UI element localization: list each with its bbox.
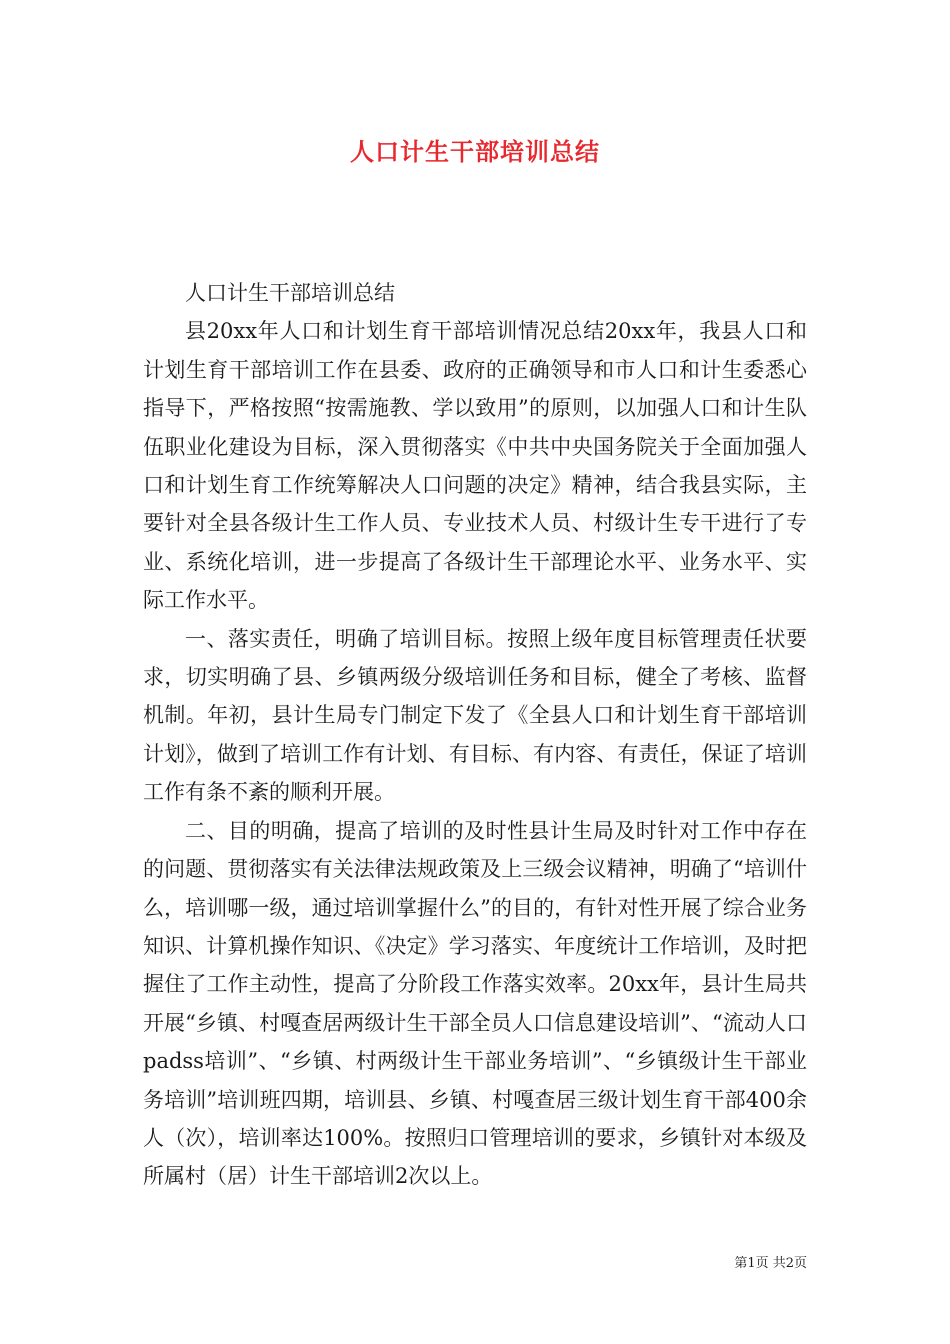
body-paragraph-intro: 县20xx年人口和计划生育干部培训情况总结20xx年，我县人口和计划生育干部培训工作在县委、政府的正确领导和市人口和计生委悉心指导下，严格按照“按需施教、学以致用”的原则，以加强人口和计生队伍职业化建设为目标，深入贯彻落实《中共中央国务院关于全面加强人口和计划生育工作统筹解决人口问题的决定》精神，结合我县实际，主要针对全县各级计生工作人员、专业技术人员、村级计生专干进行了专业、系统化培训，进一步提高了各级计生干部理论水平、业务水平、实际工作水平。: [143, 319, 807, 613]
document-title: 人口计生干部培训总结: [350, 137, 600, 166]
body-paragraph-heading: 人口计生干部培训总结: [185, 281, 395, 305]
body-paragraph-section-two: 二、目的明确，提高了培训的及时性县计生局及时针对工作中存在的问题、贯彻落实有关法律法规政策及上三级会议精神，明确了“培训什么，培训哪一级，通过培训掌握什么”的目的，有针对性开展了综合业务知识、计算机操作知识、《决定》学习落实、年度统计工作培训，及时把握住了工作主动性，提高了分阶段工作落实效率。20xx年，县计生局共开展“乡镇、村嘎查居两级计生干部全员人口信息建设培训”、“流动人口padss培训”、“乡镇、村两级计生干部业务培训”、“乡镇级计生干部业务培训”培训班四期，培训县、乡镇、村嘎查居三级计划生育干部400余人（次），培训率达100%。按照归口管理培训的要求，乡镇针对本级及所属村（居）计生干部培训2次以上。: [143, 818, 807, 1189]
document-body: [143, 274, 807, 1196]
page-number: 第1页 共2页: [734, 1256, 807, 1271]
body-paragraph-section-one: 一、落实责任，明确了培训目标。按照上级年度目标管理责任状要求，切实明确了县、乡镇两级分级培训任务和目标，健全了考核、监督机制。年初，县计生局专门制定下发了《全县人口和计划生育干部培训计划》，做到了培训工作有计划、有目标、有内容、有责任，保证了培训工作有条不紊的顺利开展。: [143, 626, 807, 805]
